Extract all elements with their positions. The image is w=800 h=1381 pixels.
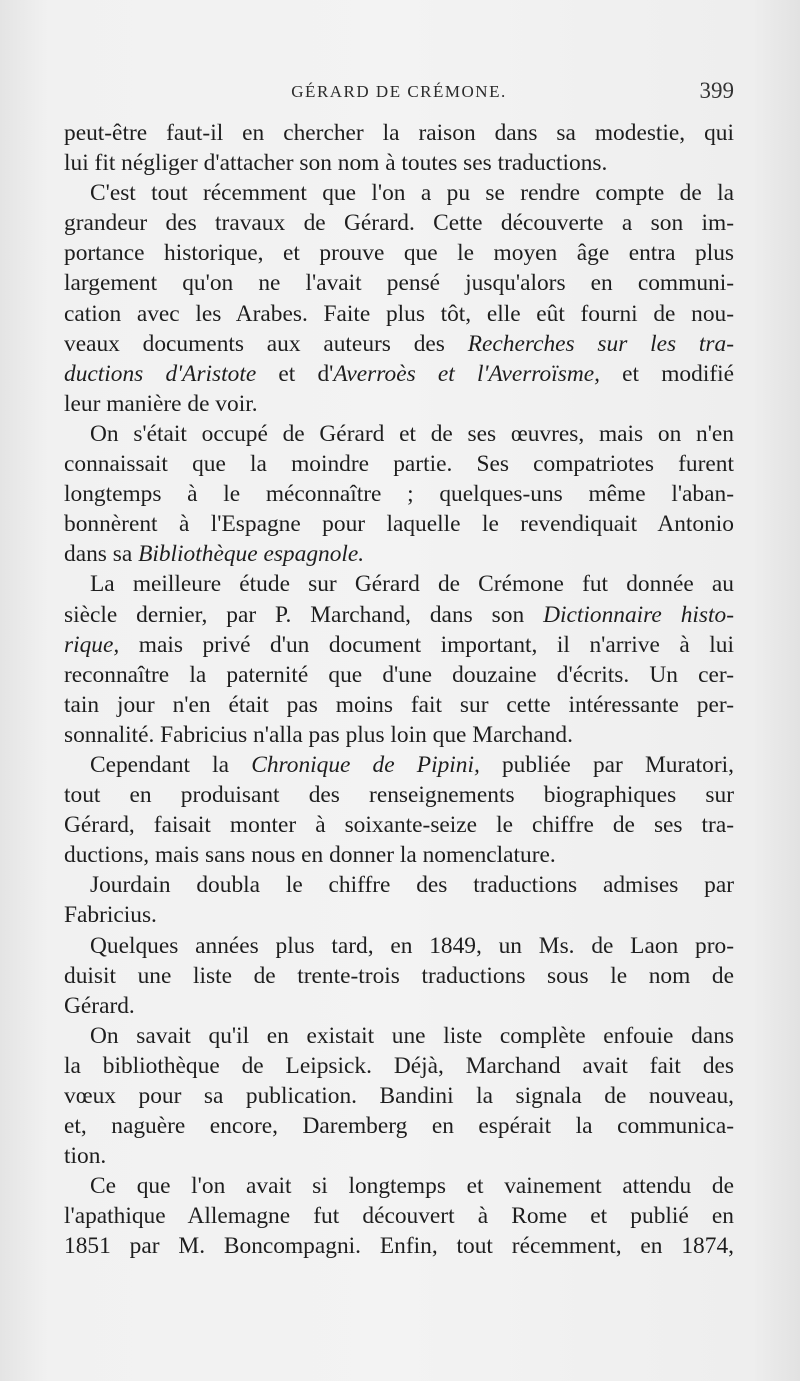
text-line: On s'était occupé de Gérard et de ses œuvres, mais on n'en bbox=[90, 420, 734, 447]
text-line: portance historique, et prouve que le moyen âge entra plus bbox=[64, 240, 734, 267]
text-line: reconnaître la paternité que d'une douzaine d'écrits. Un cer- bbox=[64, 661, 734, 688]
text-line: la bibliothèque de Leipsick. Déjà, Marchand avait fait des bbox=[64, 1052, 734, 1079]
text-line: l'apathique Allemagne fut découvert à Rome et publié en bbox=[64, 1203, 734, 1230]
italic-title: ductions d'Aristote bbox=[64, 360, 257, 387]
text-line: lui fit négliger d'attacher son nom à toutes ses traductions. bbox=[64, 150, 608, 177]
text-line: Jourdain doubla le chiffre des traductions admises par bbox=[90, 872, 734, 899]
text-line: grandeur des travaux de Gérard. Cette découverte a son im- bbox=[64, 210, 734, 237]
text-line: La meilleure étude sur Gérard de Crémone fut donnée au bbox=[90, 571, 734, 598]
text-line: leur manière de voir. bbox=[64, 390, 258, 417]
italic-title: rique, bbox=[64, 631, 120, 658]
text-line: rique, mais privé d'un document important, il n'arrive à lui bbox=[64, 631, 734, 658]
text-line: Fabricius. bbox=[64, 902, 157, 929]
text-line: veaux documents aux auteurs des Recherches sur les tra- bbox=[64, 330, 734, 357]
italic-title: Averroès et l'Averroïsme, bbox=[333, 360, 600, 387]
text-line: sonnalité. Fabricius n'alla pas plus loin que Marchand. bbox=[64, 721, 573, 748]
text-line: duisit une liste de trente-trois traductions sous le nom de bbox=[64, 962, 734, 989]
text-line: Gérard. bbox=[64, 992, 135, 1019]
text-line: tain jour n'en était pas moins fait sur cette intéressante per- bbox=[64, 691, 734, 718]
running-head bbox=[64, 78, 734, 110]
text-line: ductions d'Aristote et d'Averroès et l'Averroïsme, et modifié bbox=[64, 360, 734, 387]
text-line: largement qu'on ne l'avait pensé jusqu'alors en communi- bbox=[64, 270, 734, 297]
text-line: siècle dernier, par P. Marchand, dans son Dictionnaire histo- bbox=[64, 601, 734, 628]
text-line: et, naguère encore, Daremberg en espérait la communica- bbox=[64, 1113, 734, 1140]
italic-title: Recherches sur les tra- bbox=[467, 330, 734, 357]
text-line: bonnèrent à l'Espagne pour laquelle le revendiquait Antonio bbox=[64, 511, 734, 538]
italic-title: Dictionnaire histo- bbox=[543, 601, 734, 628]
text-line: C'est tout récemment que l'on a pu se rendre compte de la bbox=[90, 180, 734, 207]
text-line: Quelques années plus tard, en 1849, un Ms. de Laon pro- bbox=[90, 932, 734, 959]
running-title: GÉRARD DE CRÉMONE. bbox=[291, 82, 507, 101]
text-line: tion. bbox=[64, 1143, 107, 1170]
text-line: vœux pour sa publication. Bandini la signala de nouveau, bbox=[64, 1083, 734, 1109]
text-line: cation avec les Arabes. Faite plus tôt, elle eût fourni de nou- bbox=[64, 300, 734, 327]
text-line: connaissait que la moindre partie. Ses compatriotes furent bbox=[64, 451, 734, 478]
text-line: ductions, mais sans nous en donner la nomenclature. bbox=[64, 842, 556, 869]
text-line: dans sa Bibliothèque espagnole. bbox=[64, 541, 365, 568]
text-line: tout en produisant des renseignements biographiques sur bbox=[64, 782, 734, 809]
italic-title: Chronique de Pipini, bbox=[251, 751, 480, 778]
body-text bbox=[64, 118, 734, 1262]
text-line: longtemps à le méconnaître ; quelques-uns même l'aban- bbox=[64, 481, 734, 508]
text-line: On savait qu'il en existait une liste complète enfouie dans bbox=[90, 1022, 734, 1049]
text-line: Gérard, faisait monter à soixante-seize le chiffre de ses tra- bbox=[64, 812, 734, 839]
text-line: Ce que l'on avait si longtemps et vainement attendu de bbox=[90, 1173, 734, 1200]
text-line: 1851 par M. Boncompagni. Enfin, tout récemment, en 1874, bbox=[64, 1233, 734, 1260]
page-number: 399 bbox=[699, 78, 734, 103]
text-line: peut-être faut-il en chercher la raison dans sa modestie, qui bbox=[64, 120, 734, 146]
text-line: Cependant la Chronique de Pipini, publiée par Muratori, bbox=[90, 751, 734, 778]
italic-title: Bibliothèque espagnole. bbox=[138, 541, 365, 568]
